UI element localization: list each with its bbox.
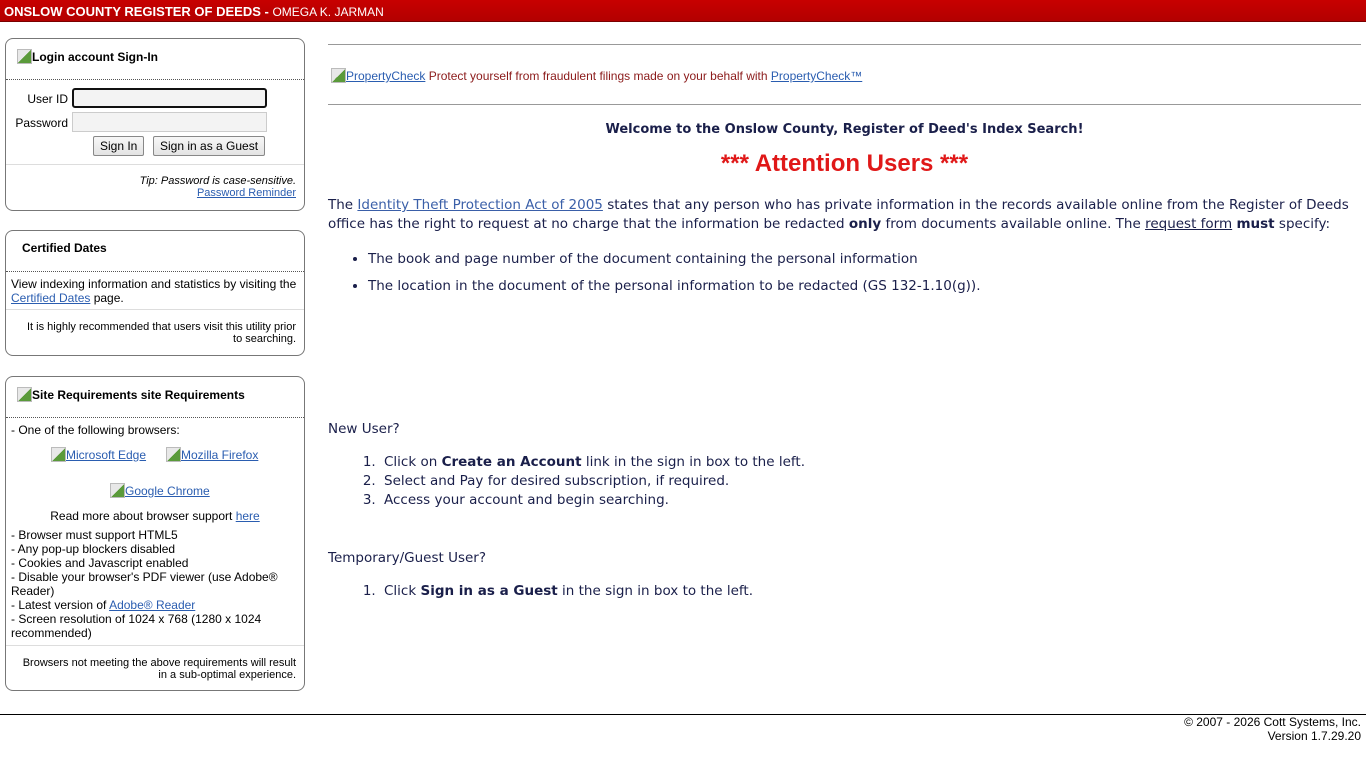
login-title: account Sign-In [68, 50, 158, 64]
redaction-requirements-list [328, 250, 981, 304]
divider [6, 164, 304, 165]
guest-user-heading: Temporary/Guest User? [328, 550, 487, 566]
list-item: 3. Access your account and begin searching. [380, 491, 805, 510]
edge-image-icon [51, 447, 66, 462]
identity-theft-paragraph: The Identity Theft Protection Act of 2005 states that any person who has private information in the records available online from the Register of Deeds office has the right to request at no charge that the information be redacted only from documents available online. The request form must specify: [328, 197, 1349, 232]
requirements-note: Browsers not meeting the above requirements will result in a sub-optimal experience. [22, 657, 296, 681]
official-name: OMEGA K. JARMAN [272, 5, 384, 19]
certified-dates-title: Certified Dates [22, 241, 107, 255]
welcome-heading: Welcome to the Onslow County, Register of Deed's Index Search! [605, 122, 1084, 137]
propertycheck-text: Protect yourself from fraudulent filings made on your behalf with [425, 69, 771, 83]
certified-dates-header [6, 231, 304, 272]
divider [6, 309, 304, 310]
propertycheck-image-link[interactable]: PropertyCheck [331, 69, 425, 83]
list-item: • The book and page number of the document containing the personal information [368, 250, 981, 269]
attention-heading: *** Attention Users *** [720, 150, 969, 177]
login-panel [5, 38, 305, 211]
browser-support-link[interactable]: here [235, 509, 260, 523]
request-form-link[interactable]: request form [1145, 216, 1233, 232]
footer-divider [0, 714, 1366, 715]
requirement-item: - Screen resolution of 1024 x 768 (1280 x 1024 recommended) [11, 612, 262, 640]
password-input[interactable] [72, 112, 267, 132]
requirement-item: - Disable your browser's PDF viewer (use Adobe® Reader) [11, 570, 278, 598]
microsoft-edge-link[interactable]: Microsoft Edge [51, 447, 146, 462]
list-item: • The location in the document of the personal information to be redacted (GS 132-1.10(g)). [368, 277, 981, 296]
mozilla-firefox-link[interactable]: Mozilla Firefox [166, 447, 258, 462]
chrome-image-icon [110, 483, 125, 498]
password-label: Password [15, 116, 68, 130]
propertycheck-link[interactable]: PropertyCheck™ [770, 69, 863, 83]
password-reminder-link[interactable]: Password Reminder [196, 187, 296, 199]
user-id-input[interactable] [72, 88, 267, 108]
adobe-reader-link[interactable]: Adobe® Reader [109, 598, 196, 612]
identity-theft-act-link[interactable]: Identity Theft Protection Act of 2005 [357, 197, 603, 213]
copyright: © 2007 - 2026 Cott Systems, Inc. [1184, 715, 1361, 729]
new-user-steps [328, 453, 805, 510]
browsers-intro: - One of the following browsers: [11, 423, 180, 437]
sign-in-button[interactable]: Sign In [93, 136, 144, 156]
propertycheck-banner [331, 68, 862, 83]
requirement-item: - Latest version of Adobe® Reader [11, 598, 196, 612]
google-chrome-link[interactable]: Google Chrome [110, 483, 210, 498]
divider [6, 645, 304, 646]
footer [1184, 715, 1361, 743]
requirement-item: - Browser must support HTML5 [11, 528, 178, 542]
guest-sign-in-button[interactable]: Sign in as a Guest [153, 136, 265, 156]
requirements-image-icon [17, 387, 32, 402]
new-user-heading: New User? [328, 421, 400, 437]
site-requirements-title: site Requirements [140, 388, 245, 402]
requirements-list [11, 528, 298, 640]
login-image-icon [17, 49, 32, 64]
list-item: 2. Select and Pay for desired subscription, if required. [380, 472, 805, 491]
divider [328, 44, 1361, 45]
list-item: 1. Click on Create an Account link in the sign in box to the left. [380, 453, 805, 472]
divider [328, 104, 1361, 105]
version: Version 1.7.29.20 [1267, 729, 1361, 743]
certified-dates-panel [5, 230, 305, 356]
requirement-item: - Cookies and Javascript enabled [11, 556, 189, 570]
header-bar [0, 0, 1366, 22]
guest-user-steps [328, 582, 753, 601]
browser-support-text: Read more about browser support here [50, 509, 260, 523]
certified-dates-text: View indexing information and statistics by visiting the Certified Dates page. [11, 277, 297, 305]
site-title: ONSLOW COUNTY REGISTER OF DEEDS - OMEGA K. JARMAN [4, 4, 384, 19]
requirement-item: - Any pop-up blockers disabled [11, 542, 176, 556]
password-tip: Tip: Password is case-sensitive. [139, 175, 296, 187]
propertycheck-image-icon [331, 68, 346, 83]
user-id-label: User ID [27, 92, 68, 106]
firefox-image-icon [166, 447, 181, 462]
login-panel-header: Login account Sign-In [6, 39, 304, 80]
list-item: 1. Click Sign in as a Guest in the sign in box to the left. [380, 582, 753, 601]
site-requirements-panel [5, 376, 305, 691]
certified-dates-link[interactable]: Certified Dates [11, 291, 91, 305]
certified-dates-note: It is highly recommended that users visit this utility prior to searching. [27, 321, 296, 345]
site-requirements-header: Site Requirements site Requirements [6, 377, 304, 418]
